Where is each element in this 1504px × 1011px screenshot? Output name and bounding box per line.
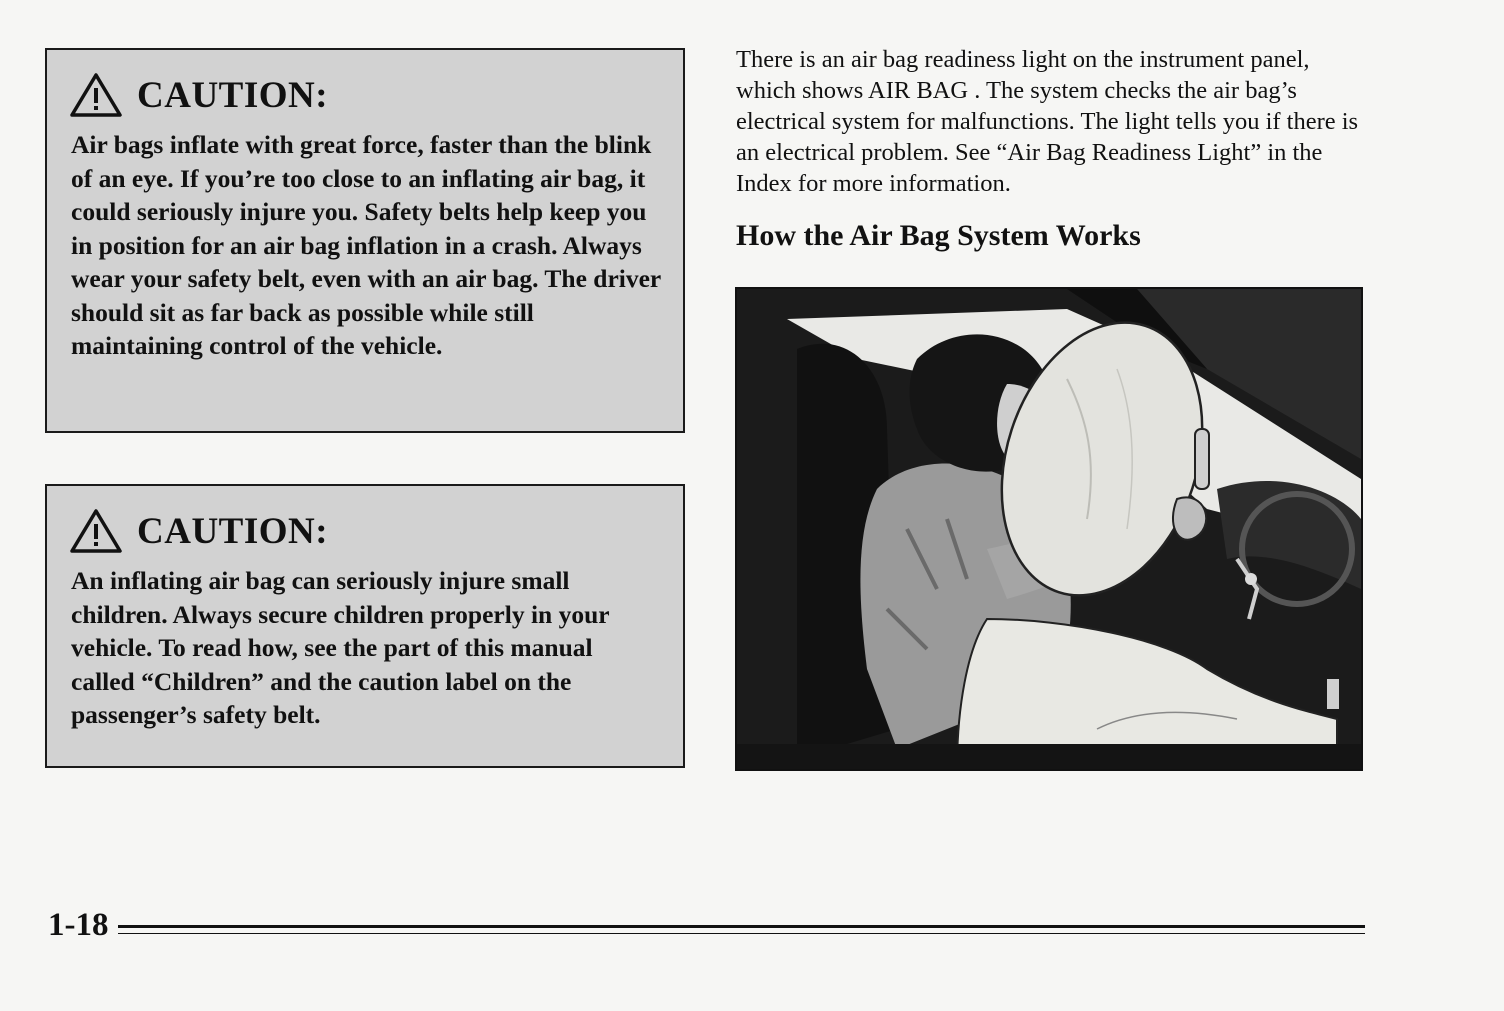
caution-header xyxy=(69,508,661,554)
warning-triangle-icon xyxy=(69,508,123,554)
caution-header xyxy=(69,72,661,118)
warning-triangle-icon xyxy=(69,72,123,118)
footer-rule xyxy=(118,925,1365,935)
caution-text: An inflating air bag can seriously injure small children. Always secure children properly in your vehicle. To read how, see the part of this manual called “Children” and the caution label on the passenger’s safety belt. xyxy=(71,566,610,729)
page-number: 1-18 xyxy=(48,907,109,943)
caution-box-2 xyxy=(45,484,685,768)
right-column xyxy=(736,44,1366,253)
caution-box-1 xyxy=(45,48,685,433)
caution-title: CAUTION: xyxy=(137,510,329,552)
air-bag-illustration xyxy=(735,287,1363,771)
caution-text: Air bags inflate with great force, faster than the blink of an eye. If you’re too close to an inflating air bag, it could seriously injure you. Safety belts help keep you in position for an air bag inflation in a crash. Always wear your safety belt, even with an air bag. The driver should sit as far back as possible while still maintaining control of the vehicle. xyxy=(71,130,661,360)
intro-paragraph: There is an air bag readiness light on the instrument panel, which shows AIR BAG . The system checks the air bag’s electrical system for malfunctions. The light tells you if there is an electrical problem. See “Air Bag Readiness Light” in the Index for more information. xyxy=(736,46,1359,197)
airbag-deploy-drawing xyxy=(737,289,1361,769)
caution-title: CAUTION: xyxy=(137,74,329,116)
section-heading: How the Air Bag System Works xyxy=(736,219,1141,252)
